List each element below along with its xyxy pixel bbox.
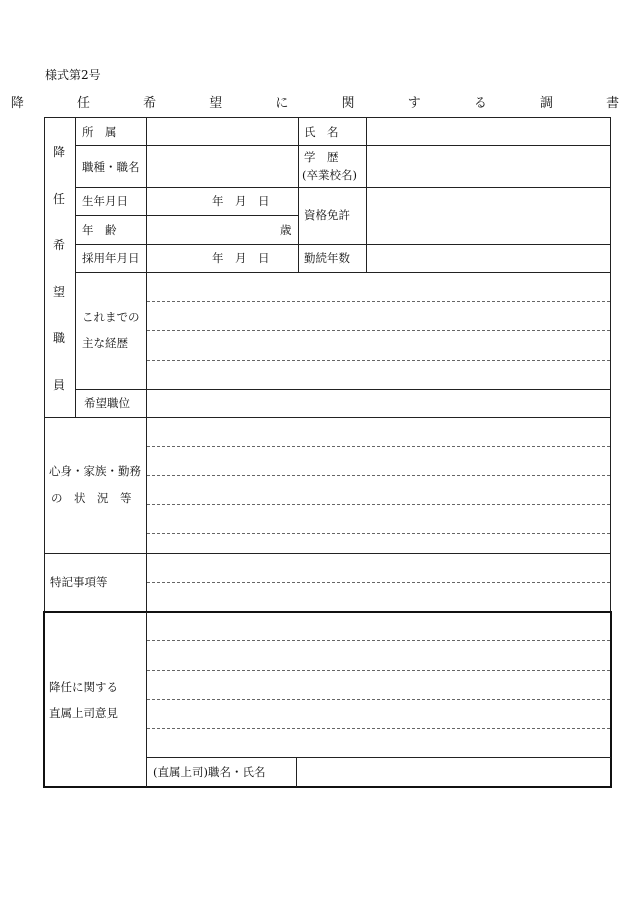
supervisor-section-label-2: 直属上司意見	[49, 706, 118, 720]
title-char: る	[473, 96, 487, 111]
title-char: 関	[341, 96, 355, 111]
job-title-field[interactable]	[148, 147, 296, 186]
years-service-field[interactable]	[368, 246, 608, 271]
name-label: 氏 名	[304, 125, 339, 139]
health-field[interactable]	[148, 419, 608, 552]
desired-position-field[interactable]	[148, 391, 608, 416]
supervisor-section-label-1: 降任に関する	[49, 680, 118, 694]
career-label-1: これまでの	[82, 310, 140, 324]
school-name-label: (卒業校名)	[302, 168, 357, 182]
title-char: 降	[10, 96, 24, 111]
age-unit: 歳	[280, 223, 292, 237]
job-title-label: 職種・職名	[82, 160, 140, 174]
notes-field[interactable]	[148, 555, 608, 610]
title-char: に	[275, 96, 289, 111]
education-label: 学 歴	[304, 150, 339, 164]
title-char: 書	[606, 96, 620, 111]
career-field[interactable]	[148, 274, 608, 388]
document-title	[0, 92, 630, 111]
qualifications-label: 資格免許	[304, 208, 350, 222]
form-number: 様式第2号	[45, 68, 101, 82]
career-label-2: 主な経歴	[82, 336, 128, 350]
supervisor-signature-field[interactable]	[298, 759, 608, 785]
affiliation-label: 所 属	[82, 125, 117, 139]
desired-position-label: 希望職位	[84, 396, 130, 410]
years-service-label: 勤続年数	[304, 251, 350, 265]
name-field[interactable]	[368, 119, 608, 144]
title-char: 任	[76, 96, 90, 111]
health-section-label-1: 心身・家族・勤務	[49, 464, 141, 478]
supervisor-opinion-field[interactable]	[148, 614, 608, 756]
title-char: 希	[143, 96, 157, 111]
hire-date-ymd: 年 月 日	[212, 251, 270, 265]
title-char: 調	[539, 96, 553, 111]
supervisor-signature-label: (直属上司)職名・氏名	[153, 765, 266, 779]
birth-date-ymd: 年 月 日	[212, 194, 270, 208]
title-char: す	[407, 96, 421, 111]
affiliation-field[interactable]	[148, 119, 296, 144]
title-char: 望	[209, 96, 223, 111]
birth-date-label: 生年月日	[82, 194, 128, 208]
candidate-section-label: 降 任 希 望 職 員	[52, 145, 65, 392]
education-field[interactable]	[368, 147, 608, 186]
health-section-label-2: の 状 況 等	[51, 491, 132, 505]
qualifications-field[interactable]	[368, 189, 608, 243]
notes-section-label: 特記事項等	[50, 575, 108, 589]
hire-date-label: 採用年月日	[82, 251, 140, 265]
age-label: 年 齢	[82, 223, 117, 237]
